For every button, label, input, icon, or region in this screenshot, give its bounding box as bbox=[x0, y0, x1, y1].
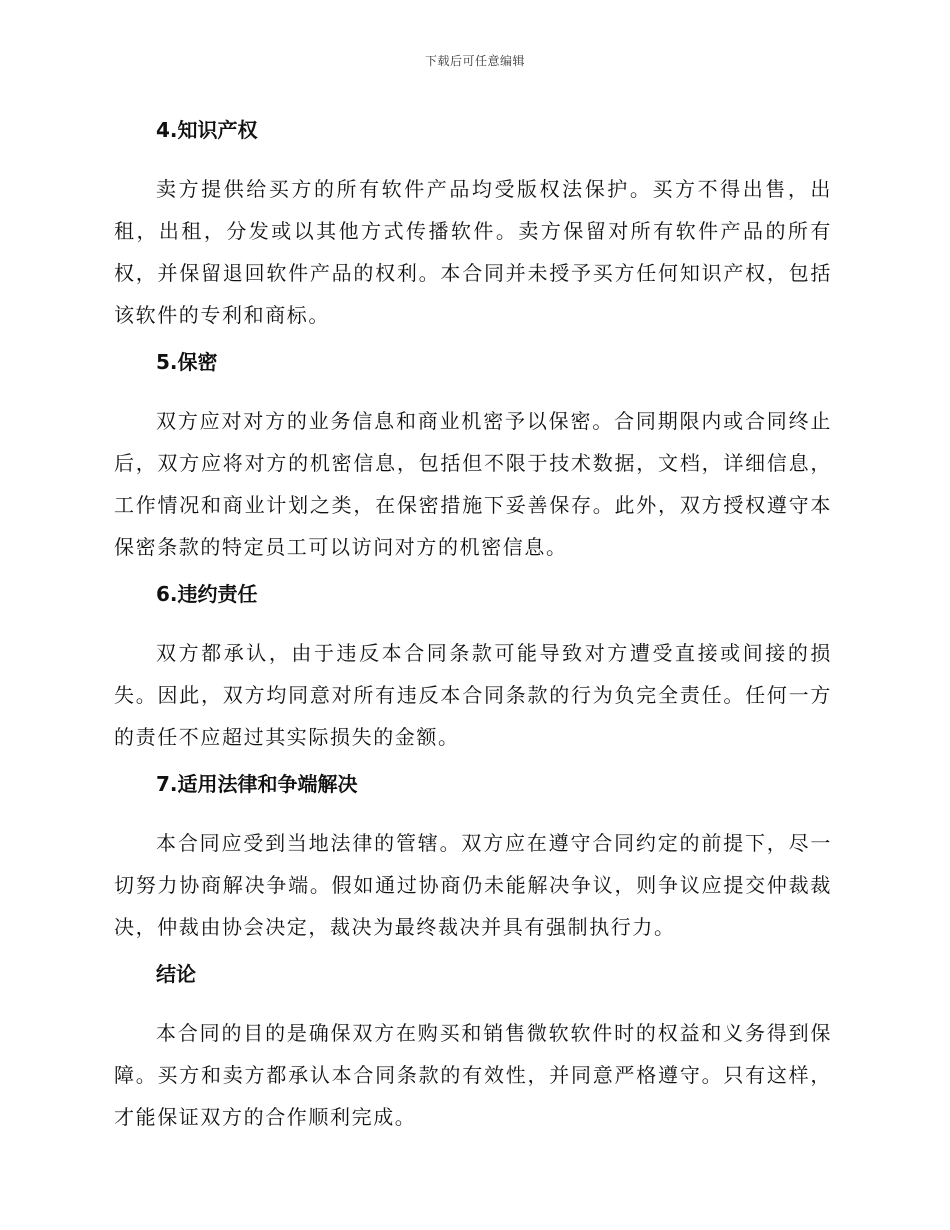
section-heading: 4.知识产权 bbox=[156, 118, 258, 142]
document-body bbox=[114, 110, 832, 1150]
section-heading: 6.违约责任 bbox=[156, 582, 258, 606]
page-header: 下载后可任意编辑 bbox=[424, 54, 525, 68]
section-paragraph: 卖方提供给买方的所有软件产品均受版权法保护。买方不得出售，出租，出租，分发或以其他方式传播软件。卖方保留对所有软件产品的所有权，并保留退回软件产品的权利。本合同并未授予买方任何知识产权，包括该软件的专利和商标。 bbox=[114, 177, 832, 327]
section-paragraph: 本合同应受到当地法律的管辖。双方应在遵守合同约定的前提下，尽一切努力协商解决争端。假如通过协商仍未能解决争议，则争议应提交仲裁裁决，仲裁由协会决定，裁决为最终裁决并具有强制执行力。 bbox=[114, 831, 832, 939]
section-heading: 结论 bbox=[156, 962, 196, 986]
section-confidentiality bbox=[114, 348, 832, 568]
section-intellectual-property bbox=[114, 116, 832, 336]
section-heading: 7.适用法律和争端解决 bbox=[156, 772, 358, 796]
section-paragraph: 本合同的目的是确保双方在购买和销售微软软件时的权益和义务得到保障。买方和卖方都承认本合同条款的有效性，并同意严格遵守。只有这样，才能保证双方的合作顺利完成。 bbox=[114, 1021, 832, 1129]
section-heading: 5.保密 bbox=[156, 350, 218, 374]
section-liability bbox=[114, 580, 832, 758]
section-conclusion bbox=[114, 960, 832, 1138]
section-governing-law bbox=[114, 770, 832, 948]
section-paragraph: 双方都承认，由于违反本合同条款可能导致对方遭受直接或间接的损失。因此，双方均同意对所有违反本合同条款的行为负完全责任。任何一方的责任不应超过其实际损失的金额。 bbox=[114, 641, 832, 749]
section-paragraph: 双方应对对方的业务信息和商业机密予以保密。合同期限内或合同终止后，双方应将对方的机密信息，包括但不限于技术数据，文档，详细信息，工作情况和商业计划之类，在保密措施下妥善保存。此外，双方授权遵守本保密条款的特定员工可以访问对方的机密信息。 bbox=[114, 409, 832, 559]
